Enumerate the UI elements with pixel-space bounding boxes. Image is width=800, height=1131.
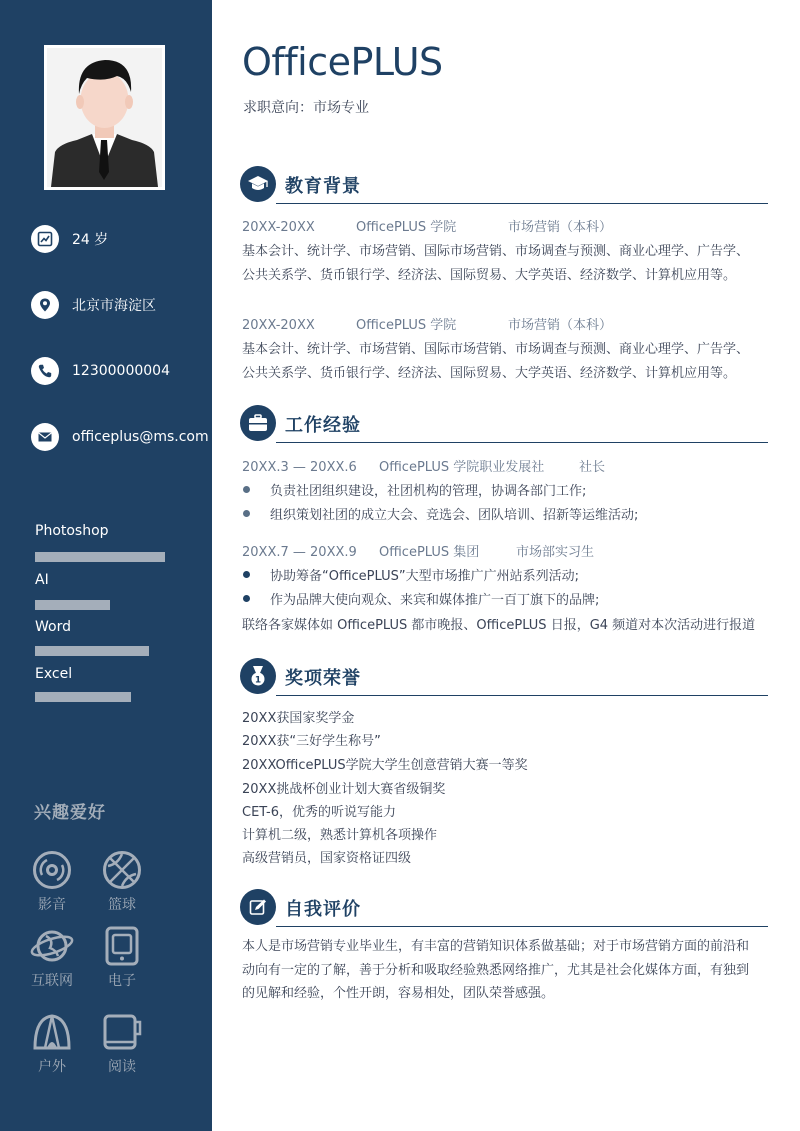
work-bullet: 负责社团组织建设，社团机构的管理，协调各部门工作;: [243, 480, 586, 499]
briefcase-icon: [240, 405, 276, 441]
skill-name: Word: [35, 619, 71, 635]
hobby-basketball: [92, 850, 152, 914]
music-disc-icon: [32, 850, 72, 890]
skill-name: AI: [35, 572, 49, 588]
tent-icon: [32, 1012, 72, 1052]
basketball-icon: [102, 850, 142, 890]
avatar-illustration: [47, 48, 162, 187]
section-divider: [276, 695, 768, 696]
edu-period: 20XX-20XX: [242, 318, 315, 333]
education-entry-meta: [242, 216, 612, 235]
hobby-music: [22, 850, 82, 914]
self-eval-title: 自我评价: [285, 899, 361, 920]
section-divider: [276, 442, 768, 443]
work-extra: 联络各家媒体如 OfficePLUS 都市晚报、OfficePLUS 日报，G4 频道对本次活动进行报道: [242, 618, 756, 633]
award-item: 20XX获国家奖学金: [242, 711, 355, 726]
contact-age: [31, 225, 108, 253]
globe-icon: [30, 926, 74, 966]
section-divider: [276, 926, 768, 927]
profile-photo: [44, 45, 165, 190]
awards-header: [240, 658, 768, 696]
skill-name: Photoshop: [35, 523, 109, 539]
hobby-electronics: [92, 926, 152, 990]
edu-courses: 公共关系学、货币银行学、经济法、国际贸易、大学英语、经济数学、计算机应用等。: [242, 366, 737, 381]
hobby-label: 互联网: [31, 973, 73, 989]
skill-name: Excel: [35, 666, 73, 682]
contact-phone: [31, 357, 170, 385]
mail-icon: [31, 423, 59, 451]
hobby-label: 电子: [108, 973, 136, 989]
education-header: [240, 166, 768, 204]
edit-icon: [240, 889, 276, 925]
education-entry-meta: [242, 314, 612, 333]
skill-bar: [35, 552, 165, 562]
work-entry-meta: [242, 541, 594, 560]
awards-title: 奖项荣誉: [285, 668, 361, 689]
work-bullet: 作为品牌大使向观众、来宾和媒体推广一百丁旗下的品牌;: [243, 589, 599, 608]
award-item: 20XX获“三好学生称号”: [242, 734, 381, 749]
edu-major: 市场营销（本科）: [508, 220, 613, 235]
award-item: 高级营销员，国家资格证四级: [242, 851, 412, 866]
hobbies-title: 兴趣爱好: [34, 803, 106, 823]
self-eval-header: [240, 889, 768, 927]
education-title: 教育背景: [285, 176, 361, 197]
award-item: CET-6，优秀的听说写能力: [242, 805, 397, 820]
hobby-label: 影音: [38, 897, 66, 913]
edu-major: 市场营销（本科）: [508, 318, 613, 333]
sidebar: [0, 0, 212, 1131]
hobby-reading: [92, 1012, 152, 1076]
job-objective: 求职意向：市场专业: [243, 100, 369, 116]
award-item: 20XX挑战杯创业计划大赛省级铜奖: [242, 782, 446, 797]
edu-school: OfficePLUS 学院: [356, 318, 457, 333]
edu-courses: 基本会计、统计学、市场营销、国际市场营销、市场调查与预测、商业心理学、广告学、: [242, 244, 750, 259]
work-org: OfficePLUS 集团: [379, 545, 480, 560]
award-item: 计算机二级，熟悉计算机各项操作: [242, 828, 438, 843]
work-role: 市场部实习生: [516, 545, 595, 560]
phone-text: 12300000004: [72, 363, 170, 379]
work-bullet: 协助筹备“OfficePLUS”大型市场推广广州站系列活动;: [243, 565, 579, 584]
edu-courses: 基本会计、统计学、市场营销、国际市场营销、市场调查与预测、商业心理学、广告学、: [242, 342, 750, 357]
contact-email: [31, 423, 209, 451]
hobby-label: 阅读: [108, 1059, 136, 1075]
location-text: 北京市海淀区: [72, 298, 156, 314]
contact-location: [31, 291, 156, 319]
svg-text:1: 1: [254, 675, 262, 686]
work-period: 20XX.3 — 20XX.6: [242, 460, 357, 475]
work-bullet: 组织策划社团的成立大会、竞选会、团队培训、招新等运维活动;: [243, 504, 638, 523]
email-text: officeplus@ms.com: [72, 429, 209, 445]
self-eval-text: [242, 935, 774, 1006]
phone-icon: [31, 357, 59, 385]
location-pin-icon: [31, 291, 59, 319]
edu-school: OfficePLUS 学院: [356, 220, 457, 235]
resume-name: OfficePLUS: [242, 40, 443, 84]
graduation-cap-icon: [240, 166, 276, 202]
medal-icon: [240, 658, 276, 694]
award-item: 20XXOfficePLUS学院大学生创意营销大赛一等奖: [242, 758, 528, 773]
work-role: 社长: [579, 460, 606, 475]
hobby-internet: [22, 926, 82, 990]
hobby-outdoor: [22, 1012, 82, 1076]
self-eval-line: 动向有一定的了解，善于分析和吸取经验熟悉网络推广，尤其是社会化媒体方面，有独到: [242, 962, 750, 978]
chart-icon: [31, 225, 59, 253]
book-icon: [100, 1012, 144, 1052]
skill-bar: [35, 646, 165, 656]
skill-bar: [35, 692, 165, 702]
work-header: [240, 405, 768, 443]
hobby-label: 篮球: [108, 897, 136, 913]
work-title: 工作经验: [285, 415, 361, 436]
edu-period: 20XX-20XX: [242, 220, 315, 235]
tablet-icon: [102, 926, 142, 966]
work-org: OfficePLUS 学院职业发展社: [379, 460, 545, 475]
hobby-label: 户外: [38, 1059, 66, 1075]
work-period: 20XX.7 — 20XX.9: [242, 545, 357, 560]
edu-courses: 公共关系学、货币银行学、经济法、国际贸易、大学英语、经济数学、计算机应用等。: [242, 268, 737, 283]
self-eval-line: 的见解和经验，个性开朗，容易相处，团队荣誉感强。: [242, 986, 555, 1001]
work-entry-meta: [242, 456, 605, 475]
self-eval-line: 本人是市场营销专业毕业生，有丰富的营销知识体系做基础；对于市场营销方面的前沿和: [242, 939, 750, 954]
section-divider: [276, 203, 768, 204]
age-text: 24 岁: [72, 232, 109, 248]
skill-bar: [35, 600, 165, 610]
